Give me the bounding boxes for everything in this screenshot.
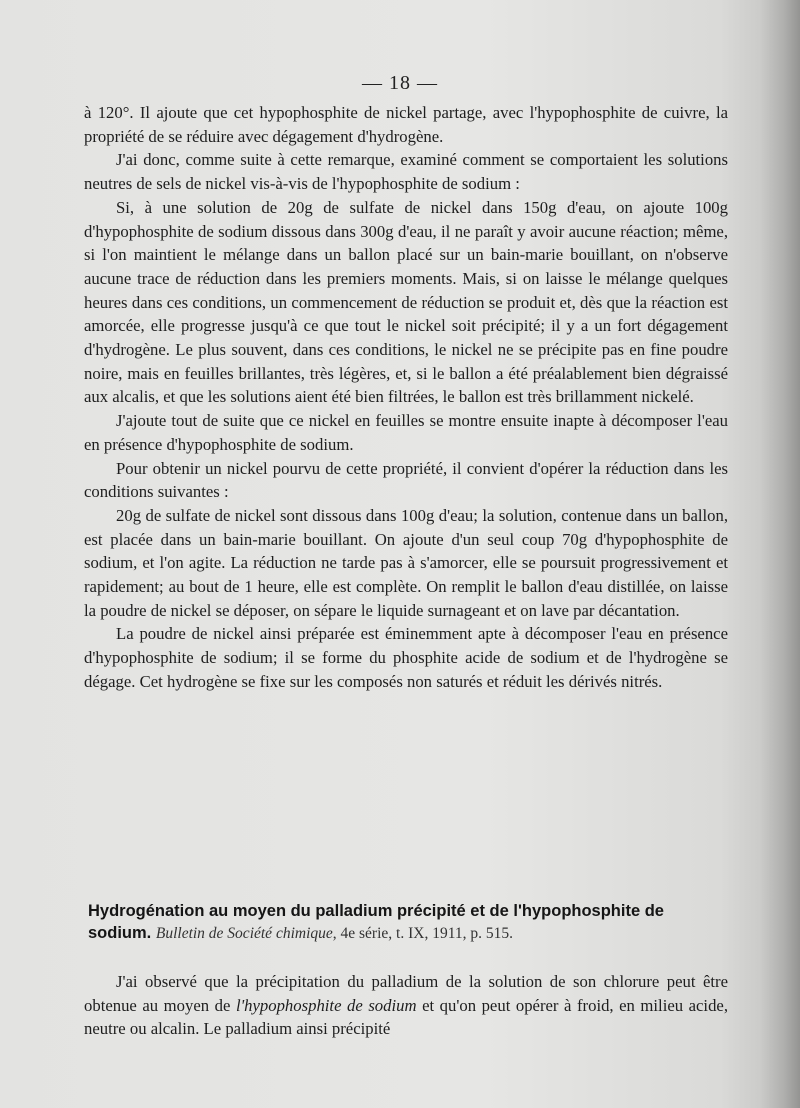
section-body xyxy=(84,970,728,1041)
paragraph-6: 20g de sulfate de nickel sont dissous dans 100g d'eau; la solution, contenue dans un ballon, est placée dans un bain-marie bouillant. On ajoute d'un seul coup 70g d'hypophosphite de sodium, et l'on agite. La réduction ne tarde pas à s'amorcer, elle se poursuit progressivement et rapidement; au bout de 1 heure, elle est complète. On remplit le ballon d'eau distillée, on laisse la poudre de nickel se déposer, on sépare le liquide surnageant et on lave par décantation. xyxy=(84,505,728,620)
section-reference xyxy=(156,925,513,942)
paragraph-1: à 120°. Il ajoute que cet hypophosphite de nickel partage, avec l'hypophosphite de cuivre, la propriété de se réduire avec dégagement d'hydrogène. xyxy=(84,103,728,146)
section-paragraph xyxy=(84,970,728,1041)
section-heading xyxy=(88,900,728,945)
paragraph-3: Si, à une solution de 20g de sulfate de nickel dans 150g d'eau, on ajoute 100g d'hypophosphite de sodium dissous dans 300g d'eau, il ne paraît y avoir aucune réaction; même, si l'on maintient le mélange dans un ballon placé sur un bain-marie bouillant, on n'observe aucune trace de réduction dans les premiers moments. Mais, si on laisse le mélange quelques heures dans ces conditions, un commencement de réduction se produit et, dès que la réaction est amorcée, elle progresse jusqu'à ce que tout le nickel soit précipité; il y a un fort dégagement d'hydrogène. Le plus souvent, dans ces conditions, le nickel ne se précipite pas en fine poudre noire, mais en feuilles brillantes, très légères, et, si le ballon a été préalablement bien dégraissé aux alcalis, et que les solutions aient été bien filtrées, le ballon est très brillamment nickelé. xyxy=(84,197,728,407)
section-text-end: et qu'on peut opérer à froid, en milieu acide, neutre ou alcalin. Le palladium ainsi précipité xyxy=(84,995,728,1039)
body-text xyxy=(84,101,728,694)
emphasized-reagent: l'hypophosphite de sodium xyxy=(235,995,417,1015)
reference-details: , 4e série, t. IX, 1911, p. 515. xyxy=(332,925,513,942)
paragraph-7: La poudre de nickel ainsi préparée est éminemment apte à décomposer l'eau en présence d'hypophosphite de sodium; il se forme du phosphite acide de sodium et de l'hydrogène se dégage. Cet hydrogène se fixe sur les composés non saturés et réduit les dérivés nitrés. xyxy=(84,624,728,691)
section-title: Hydrogénation au moyen du palladium précipité et de l'hypophosphite de sodium. xyxy=(88,902,664,942)
paragraph-2: J'ai donc, comme suite à cette remarque, examiné comment se comportaient les solutions neutres de sels de nickel vis-à-vis de l'hypophosphite de sodium : xyxy=(84,150,728,194)
paragraph-4: J'ajoute tout de suite que ce nickel en feuilles se montre ensuite inapte à décomposer l'eau en présence d'hypophosphite de sodium. xyxy=(84,411,728,454)
page-number: — 18 — xyxy=(362,72,438,94)
paragraph-5: Pour obtenir un nickel pourvu de cette propriété, il convient d'opérer la réduction dans les conditions suivantes : xyxy=(84,458,728,502)
page-edge-shadow xyxy=(760,0,800,1108)
journal-name: Bulletin de Société chimique xyxy=(155,925,333,942)
section-text-start: J'ai observé que la précipitation du palladium de la solution de son chlorure peut être obtenue au moyen de xyxy=(84,972,728,1015)
